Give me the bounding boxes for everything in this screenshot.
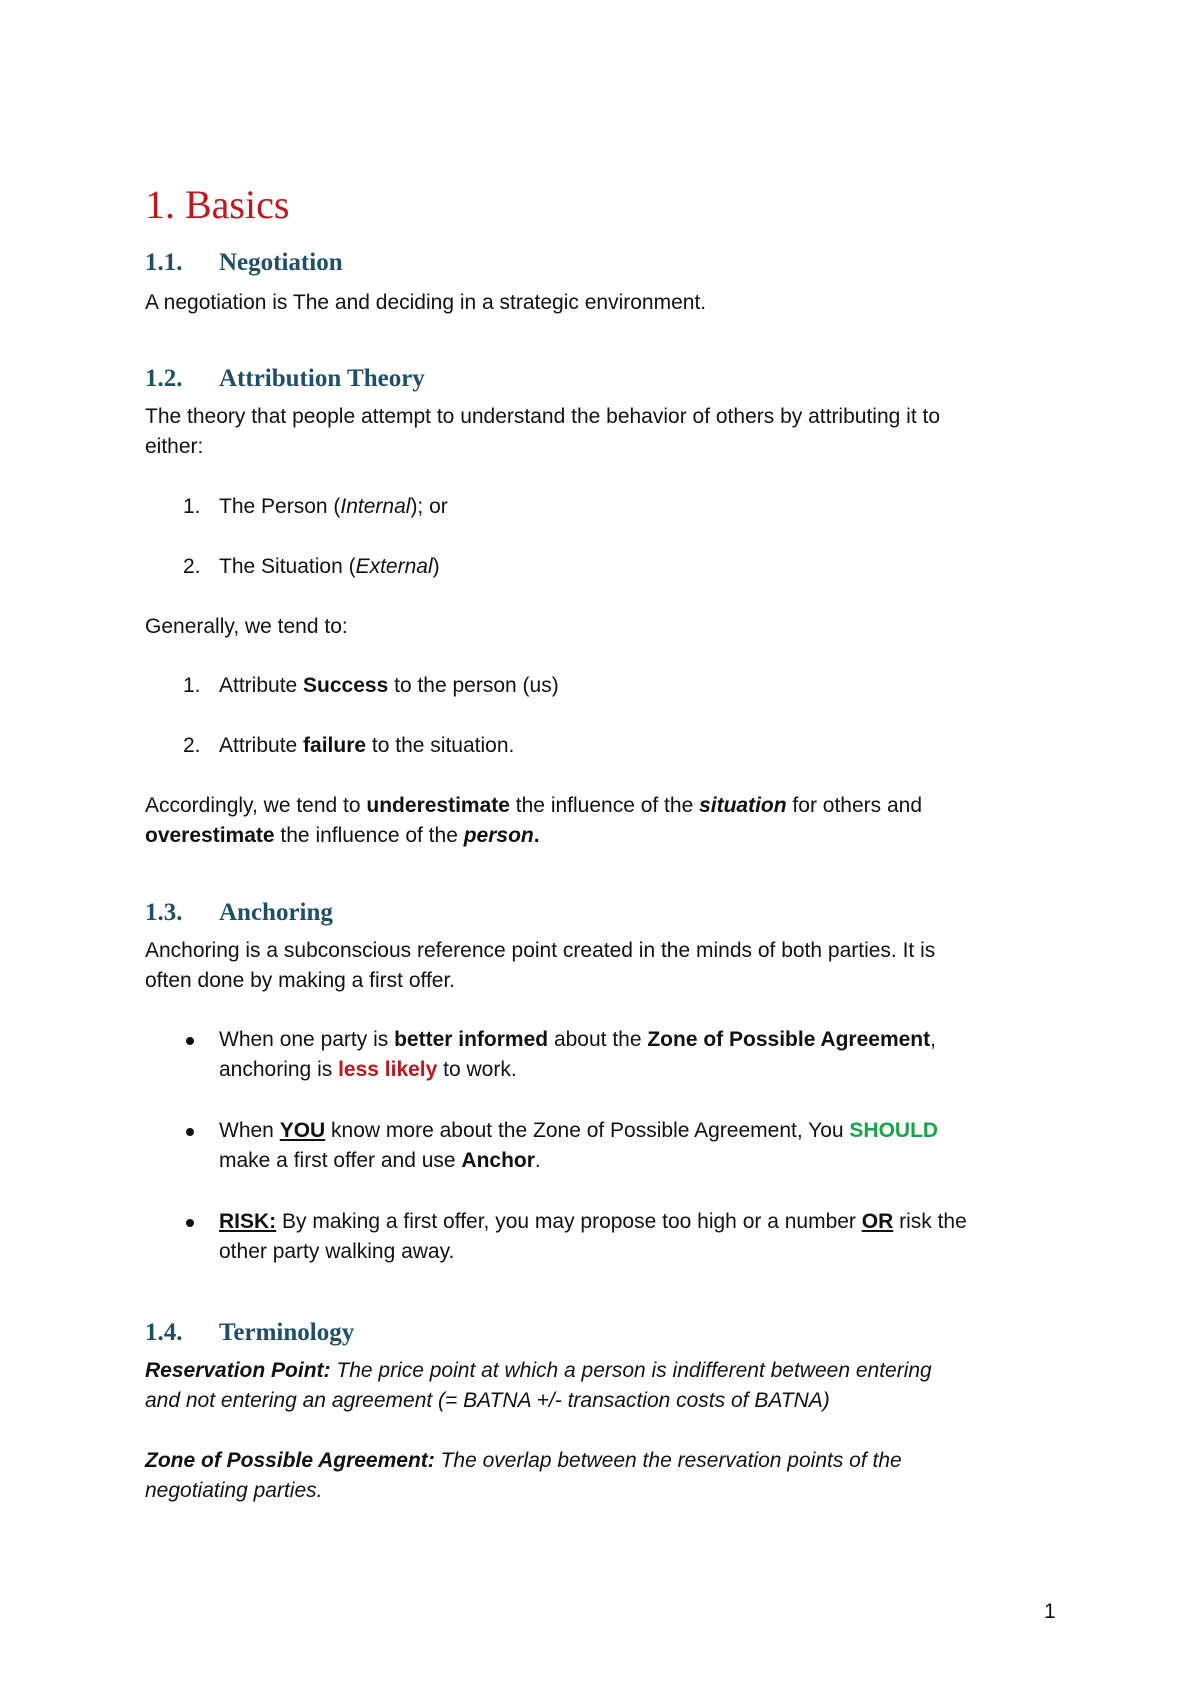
subsection-heading-terminology [145,1317,354,1349]
text: . [533,824,540,847]
bold-underline-text: OR [861,1210,894,1233]
bold-text: better informed [394,1028,549,1051]
bullet-dot [186,1037,194,1045]
text: When [219,1119,280,1142]
bold-text: Success [303,674,389,697]
bullet-dot [186,1219,194,1227]
bold-italic-text: person [463,824,534,847]
intro-line: either: [145,435,204,458]
bullet-item [183,1207,1063,1267]
definition-reservation-point [145,1356,1065,1416]
attribution-conclusion [145,791,1065,851]
subsection-number: 1.3. [145,899,183,926]
text: to work. [437,1058,517,1081]
red-emphasis: less likely [338,1058,438,1081]
attribution-intro [145,402,1065,462]
subsection-title: Terminology [219,1319,355,1346]
page-number: 1 [1044,1600,1056,1623]
subsection-title: Anchoring [219,899,333,926]
list-item [183,492,1063,522]
definition-text: negotiating parties. [145,1479,323,1502]
text: risk the [893,1210,967,1233]
subsection-number: 1.4. [145,1319,183,1346]
bullet-item [183,1025,1063,1085]
bold-underline-text: RISK: [219,1210,277,1233]
bullet-text [219,1025,1063,1085]
text: make a first offer and use [219,1149,462,1172]
text: the influence of the [509,794,700,817]
bold-text: Zone of Possible Agreement [647,1028,931,1051]
definition-term: Zone of Possible Agreement: [145,1449,435,1472]
intro-line: often done by making a first offer. [145,969,456,992]
list-item [183,671,1063,701]
bold-text: overestimate [145,824,275,847]
subsection-number: 1.2. [145,365,183,392]
text: The Person ( [219,495,341,518]
list-item [183,552,1063,582]
intro-line: The theory that people attempt to understand the behavior of others by attributing it to [145,405,940,428]
bullet-dot [186,1128,194,1136]
bold-text: underestimate [366,794,510,817]
generally-text: Generally, we tend to: [145,615,348,638]
definition-text: The overlap between the reservation points of the [434,1449,902,1472]
bullet-item [183,1116,1063,1176]
bold-underline-text: YOU [279,1119,326,1142]
text: When one party is [219,1028,395,1051]
text: By making a first offer, you may propose too high or a number [276,1210,862,1233]
definition-term: Reservation Point: [145,1359,331,1382]
text: Accordingly, we tend to [145,794,367,817]
text: for others and [786,794,923,817]
definition-zopa [145,1446,1065,1506]
list-marker: 1. [183,674,201,697]
subsection-heading-attribution-theory [145,363,425,395]
bold-text: Anchor [461,1149,535,1172]
list-item [183,731,1063,761]
subsection-heading-negotiation [145,247,343,279]
text: . [534,1149,541,1172]
negotiation-definition: A negotiation is The and deciding in a strategic environment. [145,291,707,314]
subsection-title: Attribution Theory [219,365,425,392]
bold-text: failure [303,734,367,757]
intro-line: Anchoring is a subconscious reference point created in the minds of both parties. It is [145,939,936,962]
text: the influence of the [274,824,464,847]
green-emphasis: SHOULD [849,1119,939,1142]
text: Attribute [219,734,304,757]
definition-text: The price point at which a person is indifferent between entering [330,1359,932,1382]
text: The Situation ( [219,555,356,578]
italic-text: External [355,555,433,578]
list-marker: 2. [183,555,201,578]
subsection-title: Negotiation [219,249,343,276]
anchoring-intro [145,936,1065,996]
text: to the situation. [366,734,515,757]
text: about the [548,1028,648,1051]
definition-text: and not entering an agreement (= BATNA +/- transaction costs of BATNA) [145,1389,830,1412]
section-title: Basics [185,182,290,227]
bold-italic-text: situation [699,794,787,817]
italic-text: Internal [340,495,411,518]
section-heading-basics [145,181,289,229]
text: Attribute [219,674,304,697]
list-marker: 1. [183,495,201,518]
text: other party walking away. [219,1240,455,1263]
bullet-text [219,1207,1063,1267]
subsection-number: 1.1. [145,249,183,276]
section-number: 1. [145,182,175,227]
subsection-heading-anchoring [145,897,333,929]
list-marker: 2. [183,734,201,757]
text: anchoring is [219,1058,339,1081]
text: ); or [410,495,448,518]
bullet-text [219,1116,1063,1176]
text: ) [432,555,440,578]
text: to the person (us) [388,674,559,697]
text: , [930,1028,936,1051]
text: know more about the Zone of Possible Agreement, You [325,1119,850,1142]
